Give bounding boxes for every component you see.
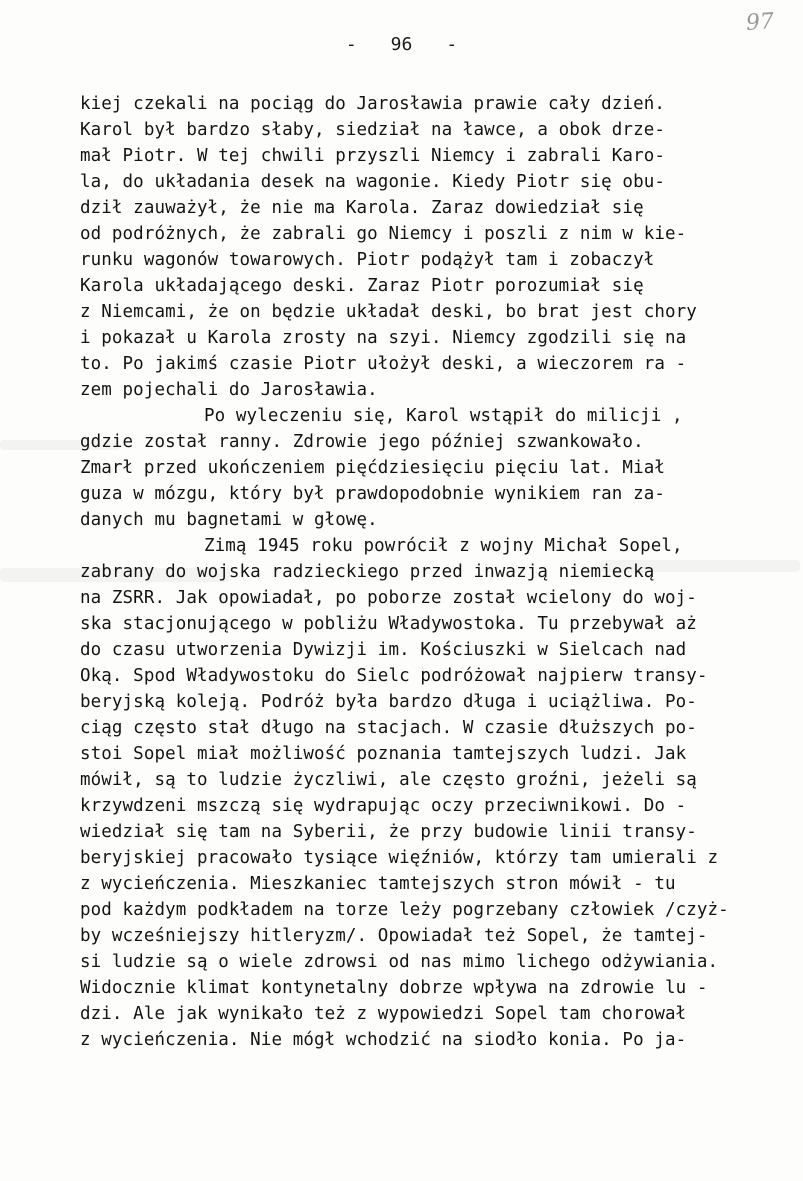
text-line: to. Po jakimś czasie Piotr ułożył deski, a wieczorem ra - xyxy=(80,354,687,374)
text-line: Karol był bardzo słaby, siedział na ławce, a obok drze- xyxy=(80,120,665,140)
text-line: beryjskiej pracowało tysiące więźniów, którzy tam umierali z xyxy=(80,848,719,868)
text-line: Widocznie klimat kontynetalny dobrze wpływa na zdrowie lu - xyxy=(80,978,708,998)
page-number-dash-left: - xyxy=(345,34,357,55)
page-number xyxy=(0,34,803,55)
text-line: la, do układania desek na wagonie. Kiedy Piotr się obu- xyxy=(80,172,665,192)
text-line: ciąg często stał długo na stacjach. W czasie dłuższych po- xyxy=(80,718,697,738)
paragraph-first-line: Zimą 1945 roku powrócił z wojny Michał Sopel, xyxy=(204,536,683,556)
text-line: dził zauważył, że nie ma Karola. Zaraz dowiedział się xyxy=(80,198,644,218)
text-line: mówił, są to ludzie życzliwi, ale często groźni, jeżeli są xyxy=(80,770,697,790)
text-line: si ludzie są o wiele zdrowsi od nas mimo lichego odżywiania. xyxy=(80,952,719,972)
text-line: i pokazał u Karola zrosty na szyi. Niemcy zgodzili się na xyxy=(80,328,687,348)
text-line: ska stacjonującego w pobliżu Władywostoka. Tu przebywał aż xyxy=(80,614,697,634)
text-line: wiedział się tam na Syberii, że przy budowie linii transy- xyxy=(80,822,697,842)
text-line: do czasu utworzenia Dywizji im. Kościuszki w Sielcach nad xyxy=(80,640,687,660)
page-number-value: 96 xyxy=(390,34,413,55)
text-line: guza w mózgu, który był prawdopodobnie wynikiem ran za- xyxy=(80,484,665,504)
typed-text-body xyxy=(80,91,780,1053)
text-line: Oką. Spod Władywostoku do Sielc podróżował najpierw transy- xyxy=(80,666,708,686)
text-line: gdzie został ranny. Zdrowie jego później szwankowało. xyxy=(80,432,644,452)
text-line: Karola układającego deski. Zaraz Piotr porozumiał się xyxy=(80,276,644,296)
text-line: runku wagonów towarowych. Piotr podążył tam i zobaczył xyxy=(80,250,655,270)
text-line: stoi Sopel miał możliwość poznania tamtejszych ludzi. Jak xyxy=(80,744,687,764)
text-line: Zmarł przed ukończeniem pięćdziesięciu pięciu lat. Miał xyxy=(80,458,665,478)
text-line: zem pojechali do Jarosławia. xyxy=(80,380,378,400)
text-line: danych mu bagnetami w głowę. xyxy=(80,510,378,530)
text-line: od podróżnych, że zabrali go Niemcy i poszli z nim w kie- xyxy=(80,224,687,244)
text-line: mał Piotr. W tej chwili przyszli Niemcy i zabrali Karo- xyxy=(80,146,665,166)
handwritten-page-number: 97 xyxy=(745,9,775,36)
text-line: dzi. Ale jak wynikało też z wypowiedzi Sopel tam chorował xyxy=(80,1004,687,1024)
text-line: z Niemcami, że on będzie układał deski, bo brat jest chory xyxy=(80,302,697,322)
paragraph-first-line: Po wyleczeniu się, Karol wstąpił do milicji , xyxy=(204,406,683,426)
text-line: by wcześniejszy hitleryzm/. Opowiadał też Sopel, że tamtej- xyxy=(80,926,708,946)
text-line: na ZSRR. Jak opowiadał, po poborze został wcielony do woj- xyxy=(80,588,697,608)
text-line: z wycieńczenia. Mieszkaniec tamtejszych stron mówił - tu xyxy=(80,874,676,894)
text-line: kiej czekali na pociąg do Jarosławia prawie cały dzień. xyxy=(80,94,665,114)
page-number-dash-right: - xyxy=(446,34,458,55)
text-line: krzywdzeni mszczą się wydrapując oczy przeciwnikowi. Do - xyxy=(80,796,687,816)
text-line: zabrany do wojska radzieckiego przed inwazją niemiecką xyxy=(80,562,655,582)
text-line: z wycieńczenia. Nie mógł wchodzić na siodło konia. Po ja- xyxy=(80,1030,687,1050)
text-line: pod każdym podkładem na torze leży pogrzebany człowiek /czyż- xyxy=(80,900,729,920)
text-line: beryjską koleją. Podróż była bardzo długa i uciążliwa. Po- xyxy=(80,692,697,712)
